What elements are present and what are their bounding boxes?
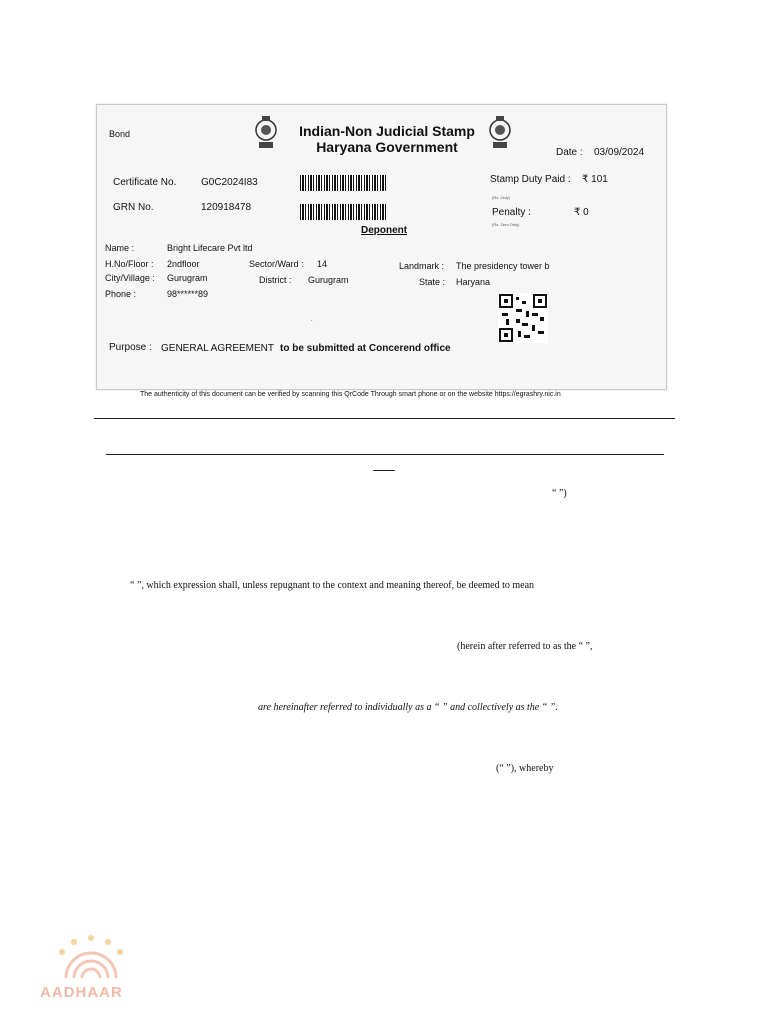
name-value: Bright Lifecare Pvt ltd (167, 243, 253, 253)
verification-footer: The authenticity of this document can be verified by scanning this QrCode Through smart phone or on the website https://egrashry.nic.in (140, 391, 561, 398)
date-label: Date : (556, 147, 583, 158)
body-line: (“ ”), whereby (496, 763, 554, 774)
sector-value: 14 (317, 259, 328, 269)
bond-label: Bond (109, 129, 131, 139)
dot-mark: . (311, 317, 313, 323)
penalty-value: ₹ 0 (574, 207, 589, 218)
landmark-value: The presidency tower b (456, 261, 550, 271)
stamp-title-line2: Haryana Government (316, 139, 458, 155)
state-emblem-icon (487, 115, 513, 151)
penalty-sub: (Rs. Zero Only) (492, 222, 520, 227)
phone-value: 98******89 (167, 289, 209, 299)
stamp-duty-label: Stamp Duty Paid : (490, 174, 571, 185)
date-value: 03/09/2024 (594, 147, 645, 158)
horizontal-rule (106, 454, 664, 455)
city-value: Gurugram (167, 273, 208, 283)
body-line: are hereinafter referred to individually as a “ ” and collectively as the “ ”. (258, 702, 558, 713)
district-label: District : (259, 275, 292, 285)
stamp-paper (96, 104, 667, 390)
sector-label: Sector/Ward : (249, 259, 304, 269)
deponent-heading: Deponent (361, 225, 408, 236)
name-label: Name : (105, 243, 135, 253)
penalty-label: Penalty : (492, 207, 531, 218)
purpose-rest: to be submitted at Concerend office (280, 343, 451, 354)
body-line: “ ”, which expression shall, unless repugnant to the context and meaning thereof, be deemed to mean (130, 580, 535, 591)
aadhaar-watermark-text: AADHAAR (40, 984, 123, 1001)
hno-value: 2ndfloor (167, 259, 200, 269)
certificate-barcode (300, 175, 386, 191)
grn-label: GRN No. (113, 202, 154, 213)
stamp-title-line1: Indian-Non Judicial Stamp (299, 123, 475, 139)
grn-value: 120918478 (201, 202, 252, 213)
purpose-value: GENERAL AGREEMENT (161, 343, 274, 354)
stamp-duty-sub: (Rs. Only) (492, 195, 510, 200)
certificate-label: Certificate No. (113, 177, 177, 188)
city-label: City/Village : (105, 273, 155, 283)
state-label: State : (419, 277, 446, 287)
qr-code[interactable] (498, 293, 548, 343)
body-quote-fragment: “ ”) (552, 488, 567, 499)
grn-barcode (300, 204, 386, 220)
district-value: Gurugram (308, 275, 349, 285)
purpose-label: Purpose : (109, 342, 152, 353)
short-underline (373, 470, 395, 471)
stamp-duty-value: ₹ 101 (582, 174, 608, 185)
landmark-label: Landmark : (399, 261, 445, 271)
hno-label: H.No/Floor : (105, 259, 154, 269)
state-emblem-icon (253, 115, 279, 151)
certificate-value: G0C2024I83 (201, 177, 258, 188)
phone-label: Phone : (105, 289, 137, 299)
body-line: (herein after referred to as the “ ”, (457, 641, 593, 652)
state-value: Haryana (456, 277, 491, 287)
horizontal-rule (94, 418, 675, 419)
